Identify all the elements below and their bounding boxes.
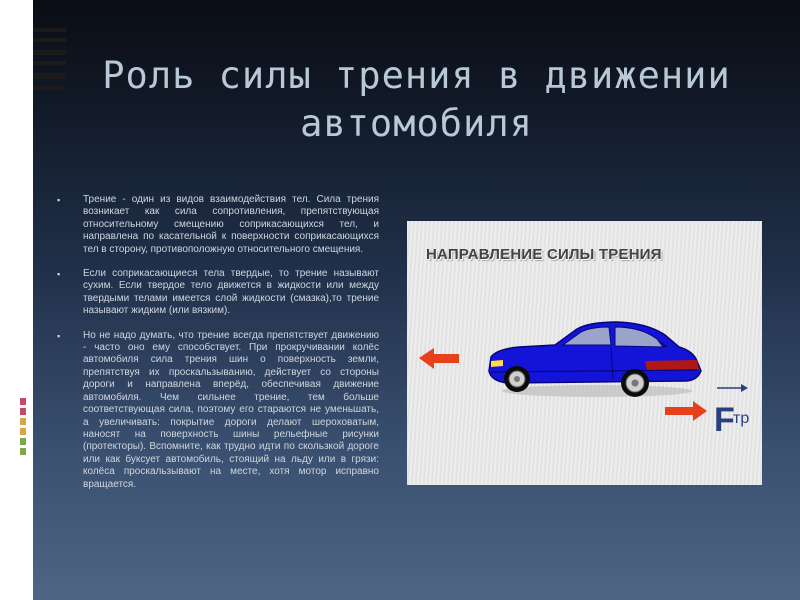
- force-label-main: F: [714, 401, 735, 439]
- decorative-ticks: [20, 398, 28, 468]
- bullet-text: Если соприкасающиеся тела твердые, то трение называют сухим. Если твердое тело движется в жидкости или между твердыми телами имеется слой жидкости (смазка),то трение называют жидким (или вязким).: [83, 268, 379, 317]
- motion-arrow-left-icon: [419, 348, 459, 369]
- bullet-item: [55, 194, 379, 256]
- bullet-list: [55, 194, 379, 503]
- friction-arrow-right-icon: [665, 401, 707, 421]
- bullet-marker: ▪: [57, 269, 61, 280]
- force-vector-arrow-icon: [717, 384, 748, 392]
- bullet-item: [55, 268, 379, 318]
- friction-figure: [407, 221, 762, 485]
- bullet-item: [55, 330, 379, 491]
- front-wheel-icon: [504, 366, 530, 392]
- figure-title: НАПРАВЛЕНИЕ СИЛЫ ТРЕНИЯ: [426, 246, 662, 263]
- car-shadow-icon: [502, 385, 692, 397]
- slide-title: Роль силы трения в движении автомобиля: [102, 54, 731, 145]
- slide: [33, 0, 800, 600]
- bullet-text: Но не надо думать, что трение всегда препятствует движению - часто оно ему способствует. При прокручивании колёс автомобиля сила трения шин о поверхность земли, препятствуя их проскальзыванию, действует со стороны дороги и направлена вперёд, обеспечивая движение автомобиля. Чем сильнее трение, тем больше соответствующая сила, поэтому его стараются не уменьшать, а увеличивать: покрытие дороги делают шероховатым, наносят на поверхность шины рельефные рисунки (протекторы). Вспомните, как трудно идти по скользкой дороге или как буксует автомобиль, стоящий на льду или в грязи: колёса проскальзывают на месте, хотя мотор исправно вращается.: [83, 329, 379, 490]
- force-label-sub: тр: [733, 410, 750, 427]
- bullet-marker: ▪: [57, 330, 61, 341]
- bullet-marker: ▪: [57, 195, 61, 205]
- friction-diagram: [407, 221, 762, 485]
- rear-wheel-icon: [621, 369, 649, 397]
- bullet-text: Трение - один из видов взаимодействия тел. Сила трения возникает как сила сопротивления, препятствующая относительному смещению соприкасающихся тел, и направлена по касательной к поверхности соприкасающихся тел в сторону, противоположную относительного смещения.: [83, 194, 379, 255]
